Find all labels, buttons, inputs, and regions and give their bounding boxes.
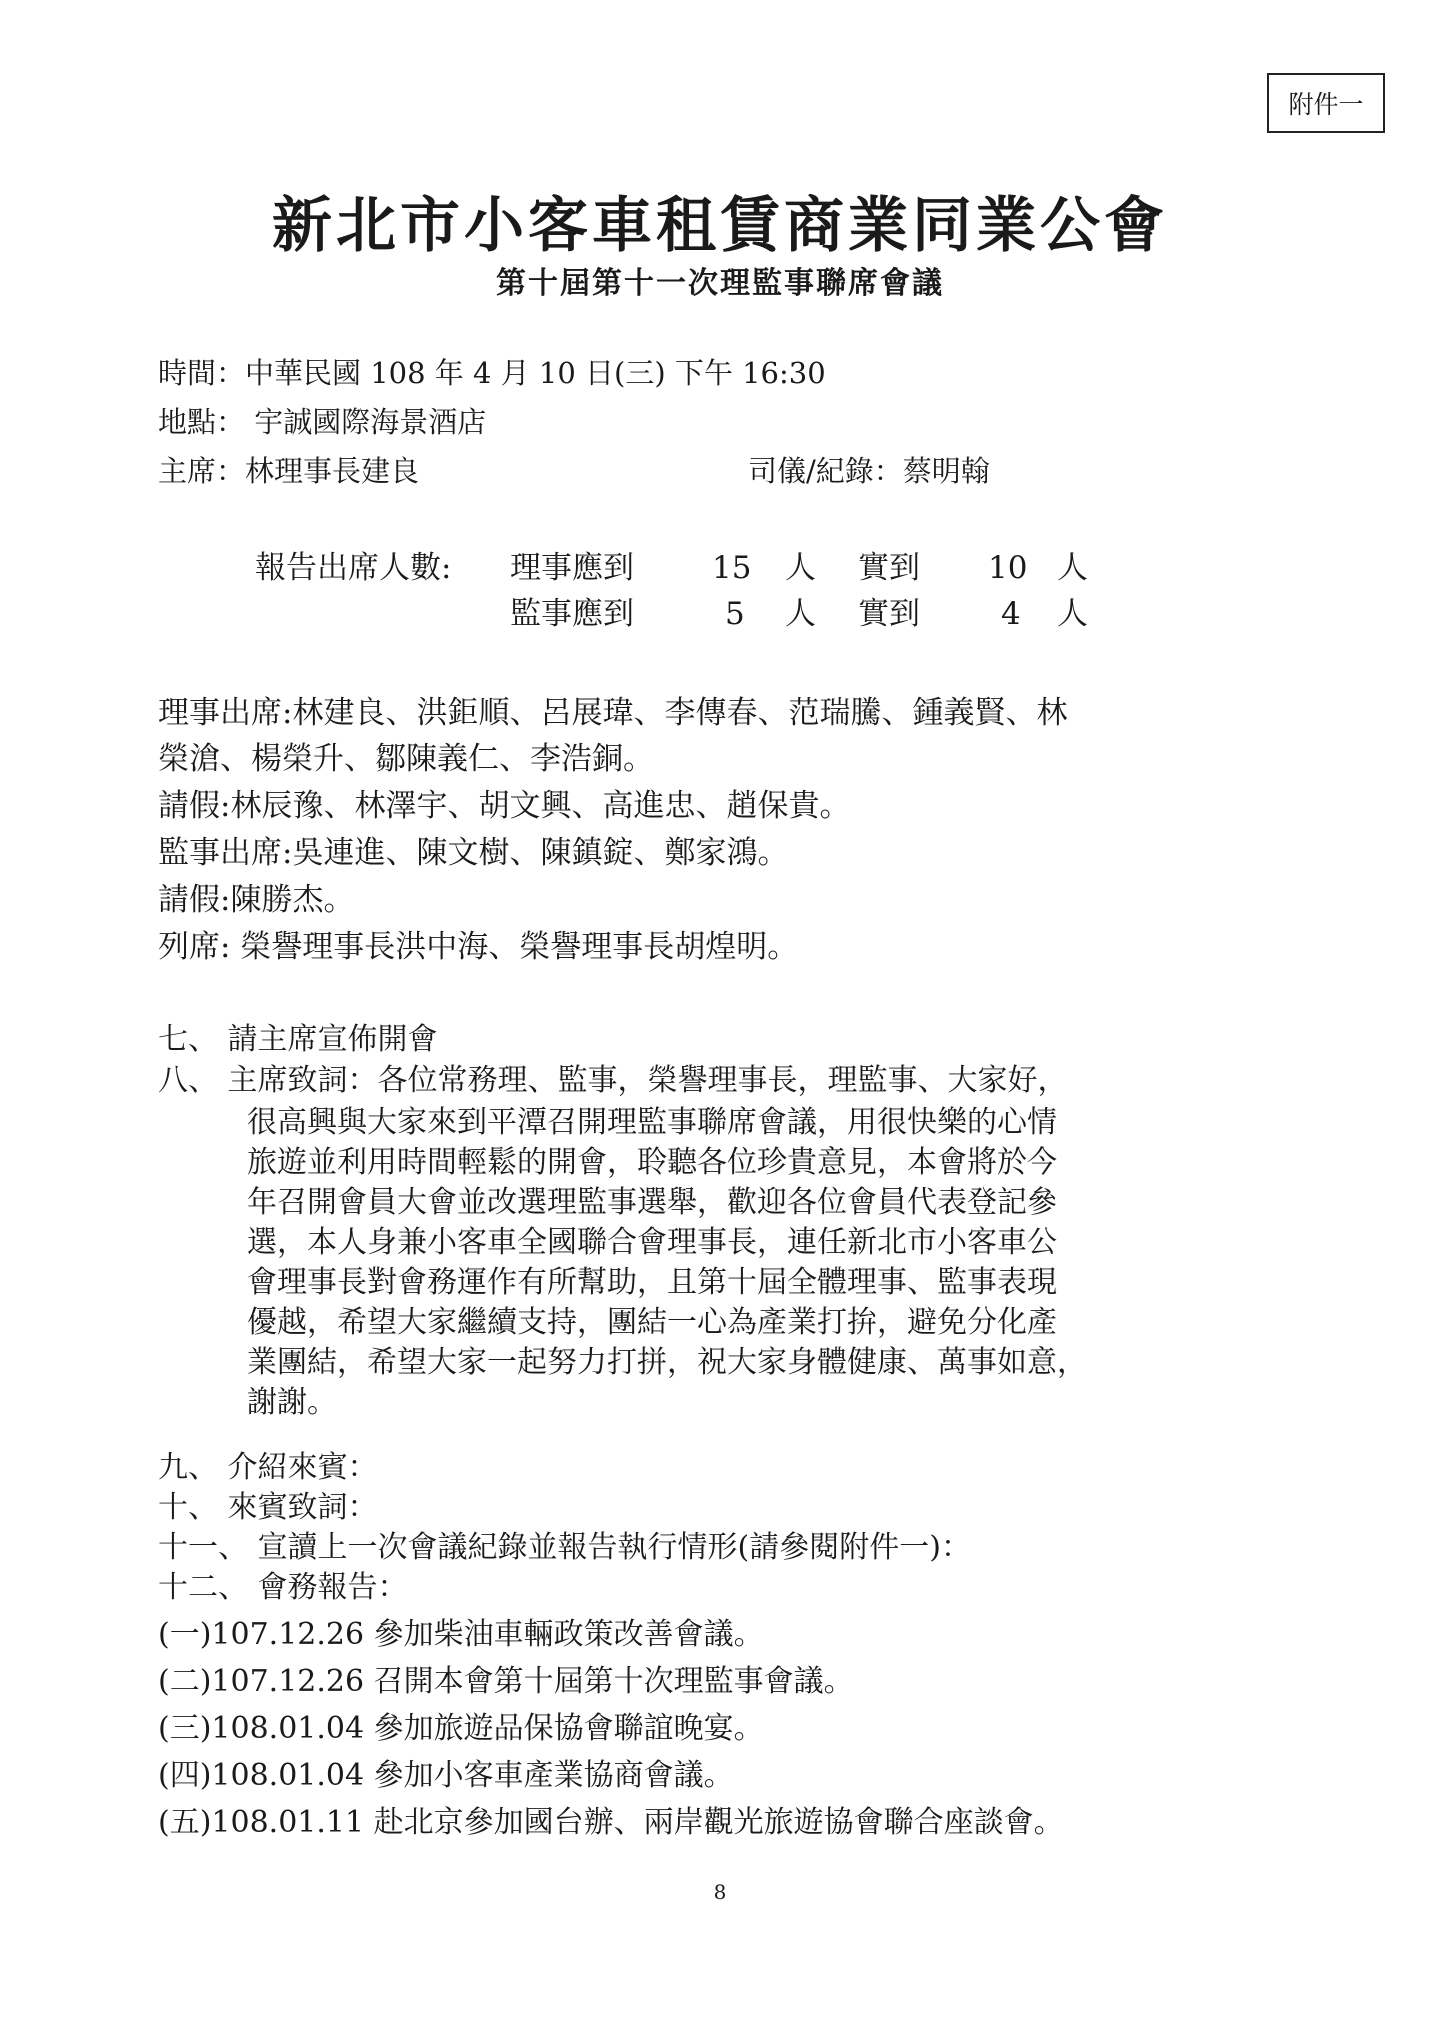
report-item: (四)108.01.04 參加小客車產業協商會議。 [158, 1758, 734, 1793]
supervisors-actual-count: 4 [1001, 596, 1021, 632]
attendance-label: 報告出席人數: [255, 550, 452, 586]
directors-present-line1: 理事出席:林建良、洪鉅順、呂展瑋、李傳春、范瑞騰、鍾義賢、林 [158, 695, 1068, 731]
supervisors-actual-label: 實到 [858, 596, 920, 632]
meeting-chair: 主席：林理事長建良 [158, 454, 420, 488]
report-item: (二)107.12.26 召開本會第十屆第十次理監事會議。 [158, 1664, 854, 1699]
annex-label: 附件一 [1288, 90, 1364, 119]
observers: 列席: 榮譽理事長洪中海、榮譽理事長胡煌明。 [158, 929, 799, 965]
agenda-item-8-head: 八、 主席致詞：各位常務理、監事，榮譽理事長，理監事、大家好， [158, 1063, 1068, 1098]
supervisors-due-count: 5 [725, 596, 745, 632]
meeting-recorder: 司儀/紀錄：蔡明翰 [748, 454, 990, 488]
meeting-time: 時間：中華民國 108 年 4 月 10 日(三) 下午 16:30 [158, 356, 826, 390]
report-item: (五)108.01.11 赴北京參加國台辦、兩岸觀光旅遊協會聯合座談會。 [158, 1805, 1064, 1840]
directors-actual-count: 10 [988, 550, 1028, 586]
page-number: 8 [713, 1880, 727, 1904]
directors-due-count: 15 [712, 550, 752, 586]
document-title: 新北市小客車租賃商業同業公會 [272, 191, 1168, 261]
directors-unit: 人 [785, 550, 816, 586]
agenda-item-11: 十一、 宣讀上一次會議紀錄並報告執行情形(請參閱附件一)： [158, 1530, 971, 1565]
supervisors-leave: 請假:陳勝杰。 [158, 882, 355, 918]
agenda-item-12: 十二、 會務報告： [158, 1570, 408, 1605]
agenda-item-10: 十、 來賓致詞： [158, 1490, 378, 1525]
chair-speech-body: 很高興與大家來到平潭召開理監事聯席會議，用很快樂的心情 旅遊並利用時間輕鬆的開會，聆聽各位珍貴意見，本會將於今 年召開會員大會並改選理監事選舉，歡迎各位會員代表登記參 選，本人身兼小客車全國聯合會理事長，連任新北市小客車公 會理事長對會務運作有所幫助，且第十屆全體理事、監事表現 優越，希望大家繼續支持，團結一心為產業打拚，避免分化產 業團結，希望大家一起努力打拼，祝大家身體健康、萬事如意， 謝謝。 [247, 1105, 1087, 1420]
document-subtitle: 第十屆第十一次理監事聯席會議 [496, 266, 944, 301]
supervisors-unit-2: 人 [1057, 596, 1088, 632]
agenda-item-9: 九、 介紹來賓： [158, 1450, 378, 1485]
directors-present-line2: 榮滄、楊榮升、鄒陳義仁、李浩銅。 [158, 741, 654, 777]
agenda-item-7: 七、 請主席宣佈開會 [158, 1022, 438, 1057]
supervisors-present: 監事出席:吳連進、陳文樹、陳鎮錠、鄭家鴻。 [158, 835, 789, 871]
directors-actual-label: 實到 [858, 550, 920, 586]
directors-due-label: 理事應到 [510, 550, 634, 586]
report-item: (三)108.01.04 參加旅遊品保協會聯誼晚宴。 [158, 1711, 764, 1746]
supervisors-due-label: 監事應到 [510, 596, 634, 632]
annex-label-box [1267, 73, 1385, 133]
supervisors-unit: 人 [785, 596, 816, 632]
report-item: (一)107.12.26 參加柴油車輛政策改善會議。 [158, 1617, 764, 1652]
meeting-place: 地點： 宇誠國際海景酒店 [158, 405, 487, 439]
directors-unit-2: 人 [1057, 550, 1088, 586]
directors-leave: 請假:林辰豫、林澤宇、胡文興、高進忠、趙保貴。 [158, 788, 851, 824]
